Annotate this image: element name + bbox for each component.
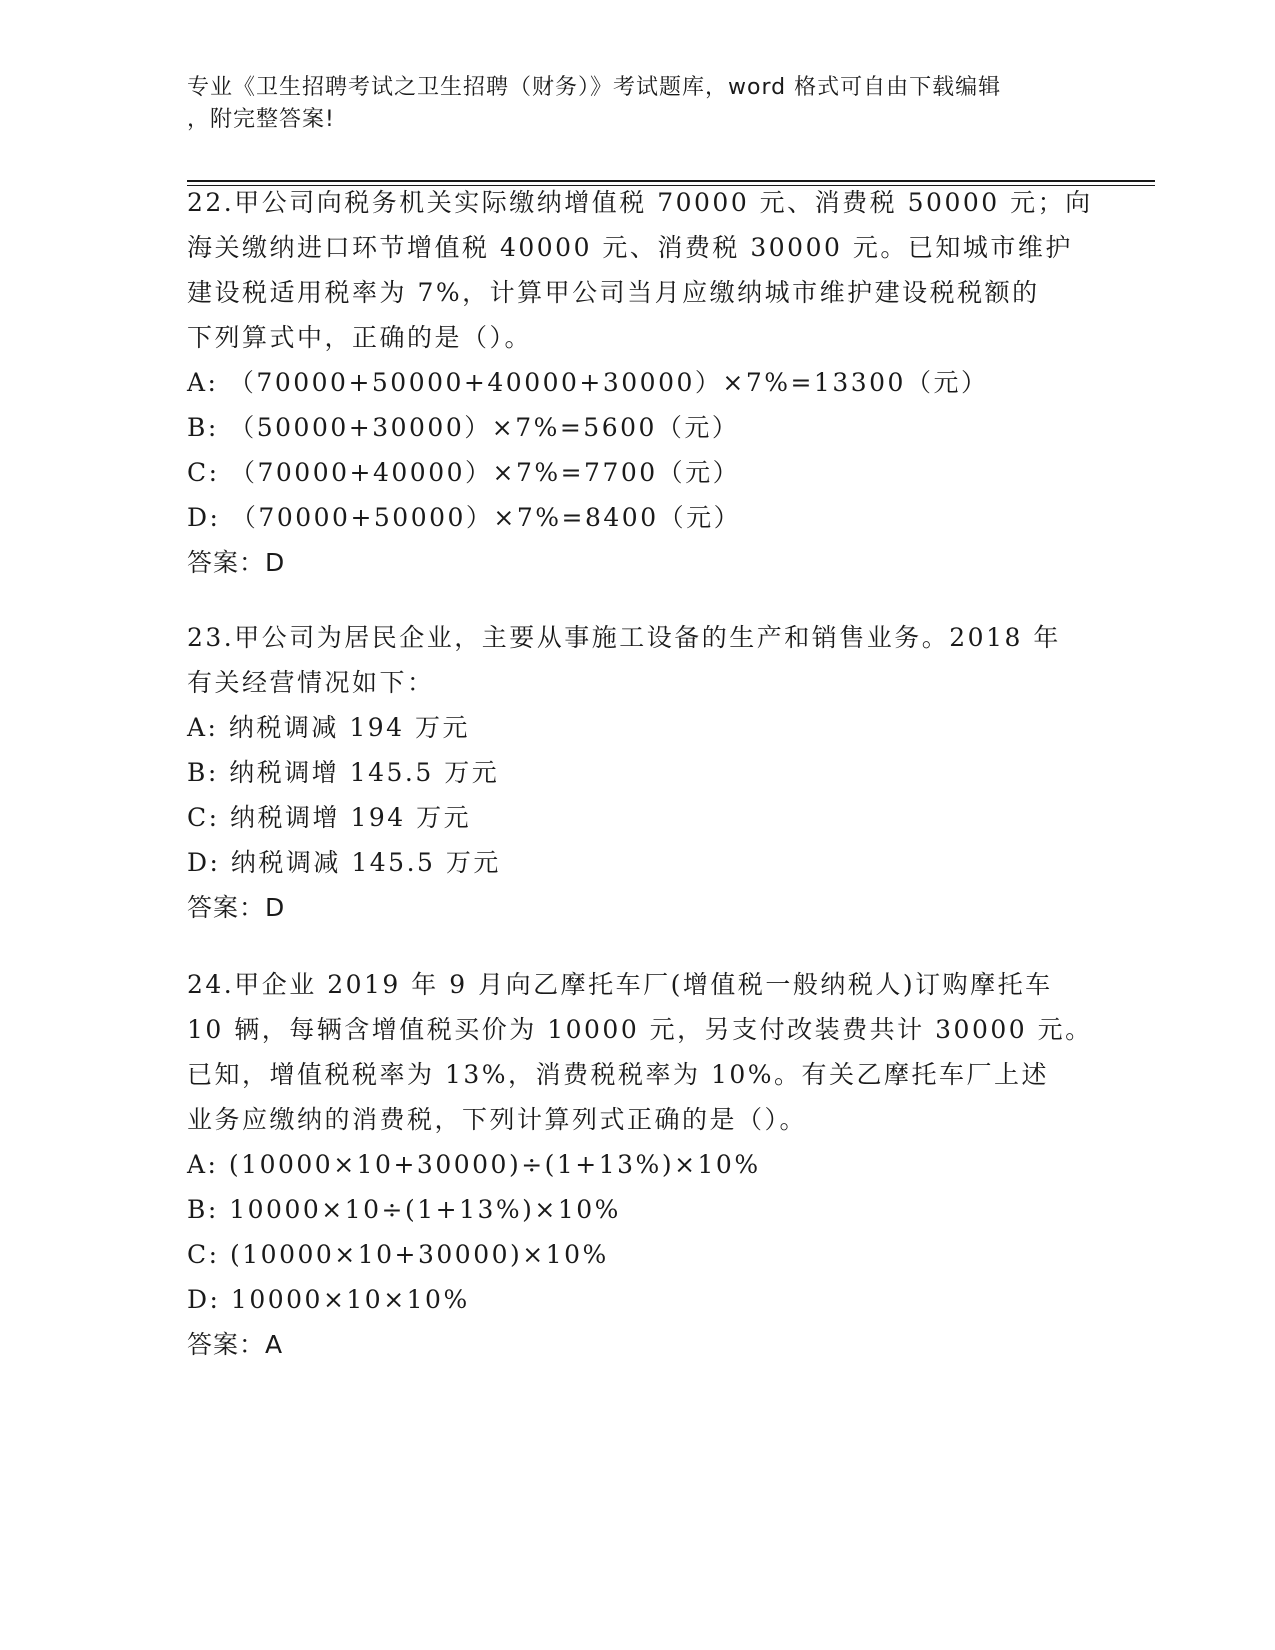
- option-d: D: 10000×10×10%: [187, 1285, 470, 1314]
- header-line-1: 专业《卫生招聘考试之卫生招聘（财务）》考试题库，word 格式可自由下载编辑: [187, 75, 1002, 100]
- question-stem-line: 22.甲公司向税务机关实际缴纳增值税 70000 元、消费税 50000 元；向: [187, 188, 1093, 217]
- option-b: B: 纳税调增 145.5 万元: [187, 758, 500, 787]
- option-b: B: （50000+30000）×7%=5600（元）: [187, 413, 740, 442]
- question-stem-line: 23.甲公司为居民企业，主要从事施工设备的生产和销售业务。2018 年: [187, 623, 1061, 652]
- option-a: A: (10000×10+30000)÷(1+13%)×10%: [187, 1150, 761, 1179]
- option-d: D: （70000+50000）×7%=8400（元）: [187, 503, 742, 532]
- question-stem-line: 有关经营情况如下：: [187, 668, 435, 697]
- answer-label: 答案：D: [187, 893, 286, 922]
- document-header: [187, 72, 1087, 136]
- option-d: D: 纳税调减 145.5 万元: [187, 848, 501, 877]
- answer-label: 答案：D: [187, 548, 286, 577]
- question-22: [187, 180, 1093, 585]
- question-stem-line: 已知，增值税税率为 13%，消费税税率为 10%。有关乙摩托车厂上述: [187, 1060, 1050, 1089]
- option-a: A: 纳税调减 194 万元: [187, 713, 471, 742]
- option-c: C: 纳税调增 194 万元: [187, 803, 472, 832]
- question-23: [187, 615, 1087, 930]
- option-c: C: (10000×10+30000)×10%: [187, 1240, 609, 1269]
- option-a: A: （70000+50000+40000+30000）×7%=13300（元）: [187, 368, 989, 397]
- question-24: [187, 962, 1093, 1367]
- option-b: B: 10000×10÷(1+13%)×10%: [187, 1195, 621, 1224]
- answer-label: 答案：A: [187, 1330, 284, 1359]
- question-stem-line: 业务应缴纳的消费税，下列计算列式正确的是（）。: [187, 1105, 808, 1134]
- question-stem-line: 10 辆，每辆含增值税买价为 10000 元，另支付改装费共计 30000 元。: [187, 1015, 1093, 1044]
- header-line-2: ，附完整答案!: [187, 107, 335, 132]
- option-c: C: （70000+40000）×7%=7700（元）: [187, 458, 741, 487]
- question-stem-line: 24.甲企业 2019 年 9 月向乙摩托车厂(增值税一般纳税人)订购摩托车: [187, 970, 1053, 999]
- question-stem-line: 建设税适用税率为 7%，计算甲公司当月应缴纳城市维护建设税税额的: [187, 278, 1040, 307]
- question-stem-line: 下列算式中，正确的是（）。: [187, 323, 533, 352]
- question-stem-line: 海关缴纳进口环节增值税 40000 元、消费税 30000 元。已知城市维护: [187, 233, 1073, 262]
